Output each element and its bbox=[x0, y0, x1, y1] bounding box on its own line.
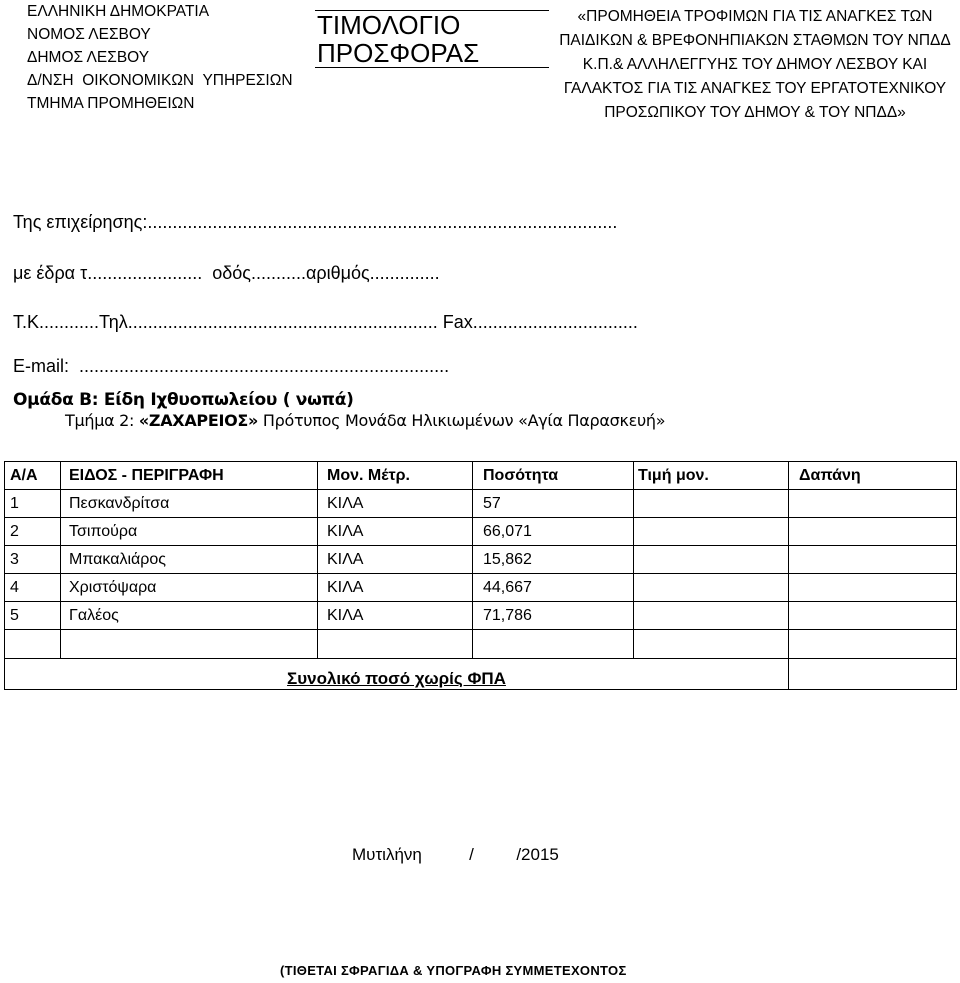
table-row bbox=[5, 602, 957, 630]
row-no: 4 bbox=[5, 574, 61, 602]
row-qty: 71,786 bbox=[473, 602, 634, 630]
title-line-2: ΠΡΟΣΦΟΡΑΣ bbox=[317, 38, 480, 68]
row-qty: 44,667 bbox=[473, 574, 634, 602]
subject-line: ΠΑΙΔΙΚΩΝ & ΒΡΕΦΟΝΗΠΙΑΚΩΝ ΣΤΑΘΜΩΝ ΤΟΥ ΝΠΔΔ bbox=[559, 32, 951, 49]
row-unit-price[interactable] bbox=[634, 574, 789, 602]
row-cost[interactable] bbox=[789, 602, 957, 630]
issuer-line: ΤΜΗΜΑ ΠΡΟΜΗΘΕΙΩΝ bbox=[27, 95, 195, 112]
row-qty: 66,071 bbox=[473, 518, 634, 546]
row-unit-price[interactable] bbox=[634, 546, 789, 574]
row-no: 1 bbox=[5, 490, 61, 518]
subject-line: ΓΑΛΑΚΤΟΣ ΓΙΑ ΤΙΣ ΑΝΑΓΚΕΣ ΤΟΥ ΕΡΓΑΤΟΤΕΧΝΙΚΟΥ bbox=[563, 80, 947, 97]
header-unit-price: Τιμή μον. bbox=[634, 462, 789, 490]
section-title bbox=[65, 411, 665, 430]
total-amount[interactable] bbox=[789, 659, 957, 690]
header-item: ΕΙΔΟΣ - ΠΕΡΙΓΡΑΦΗ bbox=[61, 462, 318, 490]
row-unit: ΚΙΛΑ bbox=[318, 546, 473, 574]
subject-line: «ΠΡΟΜΗΘΕΙΑ ΤΡΟΦΙΜΩΝ ΓΙΑ ΤΙΣ ΑΝΑΓΚΕΣ ΤΩΝ bbox=[577, 8, 933, 25]
row-no: 5 bbox=[5, 602, 61, 630]
items-table bbox=[4, 461, 957, 690]
title-line-1: ΤΙΜΟΛΟΓΙΟ bbox=[317, 10, 461, 40]
table-header-row bbox=[5, 462, 957, 490]
row-no: 3 bbox=[5, 546, 61, 574]
blank-cell bbox=[61, 630, 318, 659]
issuer-line: ΕΛΛΗΝΙΚΗ ΔΗΜΟΚΡΑΤΙΑ bbox=[27, 3, 210, 20]
row-cost[interactable] bbox=[789, 574, 957, 602]
section-name: «ΖΑΧΑΡΕΙΟΣ» bbox=[138, 411, 259, 430]
table-row bbox=[5, 490, 957, 518]
row-unit-price[interactable] bbox=[634, 490, 789, 518]
row-item: Τσιπούρα bbox=[61, 518, 318, 546]
subject-line: ΠΡΟΣΩΠΙΚΟΥ ΤΟΥ ΔΗΜΟΥ & ΤΟΥ ΝΠΔΔ» bbox=[604, 104, 906, 121]
section-description: Πρότυπος Μονάδα Ηλικιωμένων «Αγία Παρασκευή» bbox=[258, 411, 666, 430]
row-unit-price[interactable] bbox=[634, 518, 789, 546]
table-row bbox=[5, 518, 957, 546]
row-cost[interactable] bbox=[789, 546, 957, 574]
blank-cell bbox=[318, 630, 473, 659]
table-row bbox=[5, 546, 957, 574]
row-unit: ΚΙΛΑ bbox=[318, 490, 473, 518]
issuer-line: ΝΟΜΟΣ ΛΕΣΒΟΥ bbox=[27, 26, 151, 43]
address-line: με έδρα τ....................... οδός...........αριθμός.............. bbox=[13, 263, 440, 283]
row-item: Γαλέος bbox=[61, 602, 318, 630]
section-prefix: Τμήμα 2: bbox=[65, 411, 139, 430]
row-qty: 15,862 bbox=[473, 546, 634, 574]
date-line: Μυτιλήνη / /2015 bbox=[352, 845, 559, 864]
subject-line: Κ.Π.& ΑΛΛΗΛΕΓΓΥΗΣ ΤΟΥ ΔΗΜΟΥ ΛΕΣΒΟΥ ΚΑΙ bbox=[582, 56, 928, 73]
row-unit: ΚΙΛΑ bbox=[318, 602, 473, 630]
row-qty: 57 bbox=[473, 490, 634, 518]
row-unit-price[interactable] bbox=[634, 602, 789, 630]
header-cost: Δαπάνη bbox=[789, 462, 957, 490]
signature-note: (ΤΙΘΕΤΑΙ ΣΦΡΑΓΙΔΑ & ΥΠΟΓΡΑΦΗ ΣΥΜΜΕΤΕΧΟΝΤΟΣ bbox=[280, 963, 627, 978]
table-row bbox=[5, 574, 957, 602]
row-item: Χριστόψαρα bbox=[61, 574, 318, 602]
group-title: Ομάδα Β: Είδη Ιχθυοπωλείου ( νωπά) bbox=[13, 390, 354, 410]
blank-cell bbox=[473, 630, 634, 659]
issuer-line: Δ/ΝΣΗ ΟΙΚΟΝΟΜΙΚΩΝ ΥΠΗΡΕΣΙΩΝ bbox=[27, 72, 293, 89]
issuer-line: ΔΗΜΟΣ ΛΕΣΒΟΥ bbox=[27, 49, 150, 66]
header-unit: Μον. Μέτρ. bbox=[318, 462, 473, 490]
row-unit: ΚΙΛΑ bbox=[318, 518, 473, 546]
table-row-blank bbox=[5, 630, 957, 659]
company-line: Της επιχείρησης:.............................................................................................. bbox=[13, 212, 618, 232]
row-no: 2 bbox=[5, 518, 61, 546]
document-title bbox=[315, 10, 549, 68]
phone-fax-line: Τ.Κ............Τηλ.............................................................. Fax................................. bbox=[13, 312, 638, 332]
row-item: Πεσκανδρίτσα bbox=[61, 490, 318, 518]
row-cost[interactable] bbox=[789, 518, 957, 546]
row-unit: ΚΙΛΑ bbox=[318, 574, 473, 602]
blank-cell bbox=[634, 630, 789, 659]
total-label: Συνολικό ποσό χωρίς ΦΠΑ bbox=[5, 659, 789, 690]
total-row bbox=[5, 659, 957, 690]
issuer-header bbox=[27, 0, 293, 115]
row-item: Μπακαλιάρος bbox=[61, 546, 318, 574]
blank-cell bbox=[789, 630, 957, 659]
header-qty: Ποσότητα bbox=[473, 462, 634, 490]
header-no: Α/Α bbox=[5, 462, 61, 490]
email-line: E-mail: .......................................................................... bbox=[13, 356, 450, 376]
blank-cell bbox=[5, 630, 61, 659]
row-cost[interactable] bbox=[789, 490, 957, 518]
procurement-subject bbox=[555, 5, 955, 125]
